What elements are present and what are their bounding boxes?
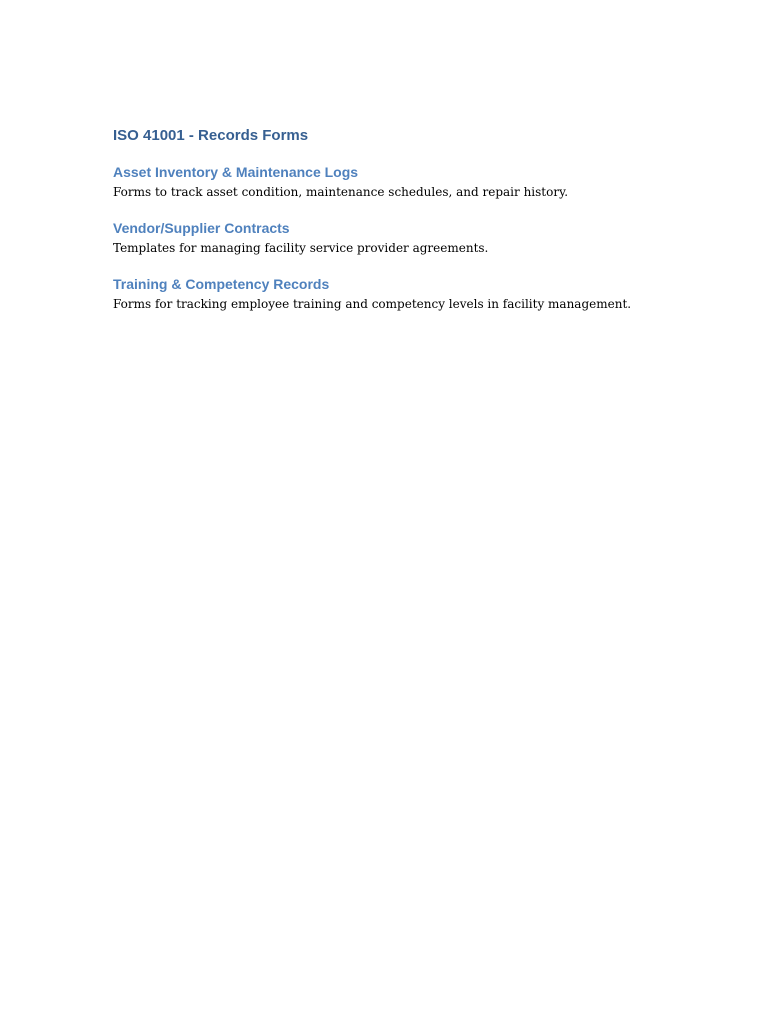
document-title: ISO 41001 - Records Forms xyxy=(113,127,309,144)
section-heading: Training & Competency Records xyxy=(113,276,330,292)
section-description: Templates for managing facility service provider agreements. xyxy=(113,241,489,255)
section-vendor-contracts xyxy=(113,217,488,257)
section-heading: Vendor/Supplier Contracts xyxy=(113,220,290,236)
title-container xyxy=(113,124,308,148)
section-description: Forms to track asset condition, maintenance schedules, and repair history. xyxy=(113,185,569,199)
section-heading: Asset Inventory & Maintenance Logs xyxy=(113,164,359,180)
section-description: Forms for tracking employee training and competency levels in facility management. xyxy=(113,297,632,311)
section-training-records xyxy=(113,273,631,313)
section-asset-inventory xyxy=(113,161,568,201)
